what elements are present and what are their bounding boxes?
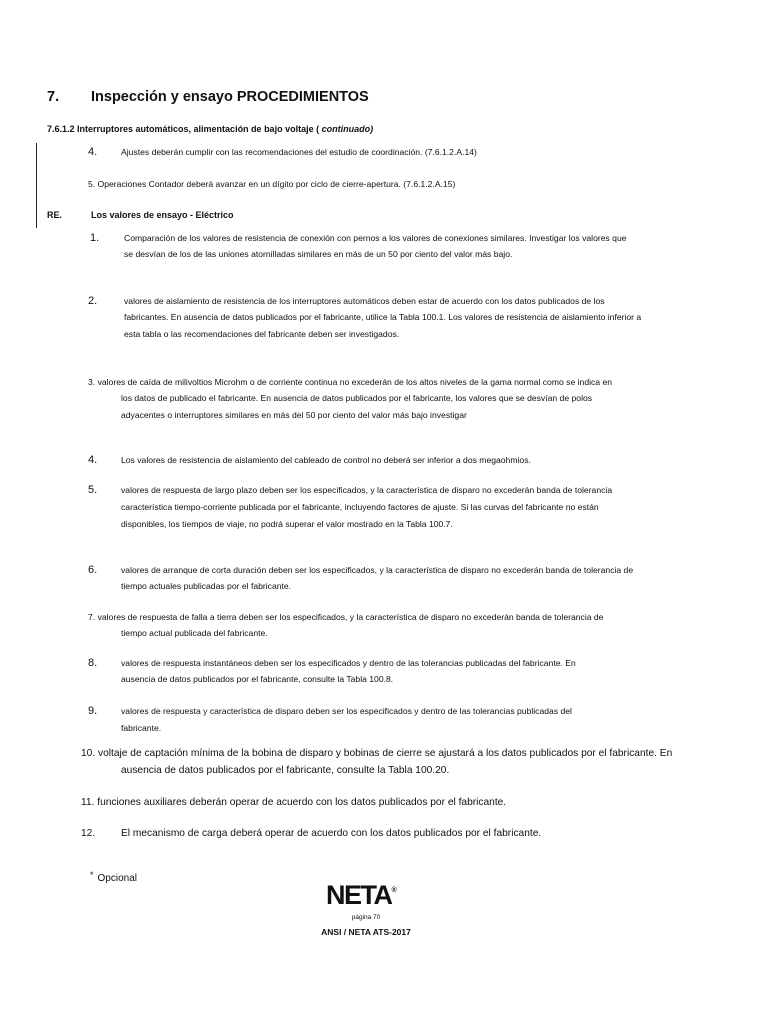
- revision-bar: [36, 143, 37, 228]
- item-text: característica tiempo-corriente publicada por el fabricante, incluyendo factores de ajuste. Si las curvas del fabricante no están: [121, 502, 599, 512]
- item-text: valores de respuesta instantáneos deben ser los especificados y dentro de las tolerancias publicadas del fabricante. En: [121, 658, 576, 668]
- item-text-first-line: valores de caída de milivoltios Microhm o de corriente continua no excederán de los altos niveles de la gama normal como se indica en: [97, 377, 613, 387]
- item-text: disponibles, los tiempos de viaje, no podrá superar el valor mostrado en la Tabla 100.7.: [121, 519, 453, 529]
- item-text-first-line: valores de respuesta de falla a tierra deben ser los especificados, y la característica de disparo no excederán banda de tolerancia de: [97, 612, 604, 622]
- item-number: 2.: [88, 295, 98, 307]
- item-text-first-line: voltaje de captación mínima de la bobina de disparo y bobinas de cierre se ajustará a los datos publicados por el fabricante. En: [98, 748, 673, 759]
- item-number: 6.: [88, 564, 98, 576]
- item-text: Los valores de resistencia de aislamiento del cableado de control no deberá ser inferior a dos megaohmios.: [121, 455, 531, 465]
- item-text: fabricante.: [121, 723, 162, 733]
- standard-label: ANSI / NETA ATS-2017: [321, 927, 411, 937]
- subsection-heading: [47, 124, 373, 134]
- item-text: Comparación de los valores de resistencia de conexión con pernos a los valores de conexiones similares. Investigar los valores que: [124, 233, 627, 243]
- item-number: 8.: [88, 657, 98, 669]
- subsection-heading-continued: continuado): [321, 124, 374, 134]
- item-text: se desvían de los de las uniones atornilladas similares en más de un 50 por ciento del valor más bajo.: [124, 249, 513, 259]
- item-text: valores de arranque de corta duración deben ser los especificados, y la característica de disparo no excederán banda de tolerancia de: [121, 565, 634, 575]
- item-number: 7.: [88, 612, 96, 622]
- item-text: fabricantes. En ausencia de datos publicados por el fabricante, utilice la Tabla 100.1. Los valores de resistencia de aislamiento inferior a: [124, 312, 642, 322]
- item-number: 11.: [81, 797, 95, 808]
- item-text: valores de respuesta de largo plazo deben ser los especificados, y la característica de disparo no excederán banda de tolerancia: [121, 485, 613, 495]
- item-text: [88, 609, 603, 625]
- page-number: página 70: [351, 914, 381, 921]
- item-text: [81, 746, 672, 762]
- item-text: tiempo actual publicada del fabricante.: [121, 628, 268, 638]
- item-text: los datos de publicado el fabricante. En ausencia de datos publicados por el fabricante, los valores que se desvían de polos: [121, 393, 593, 403]
- section-number: 7.: [47, 89, 60, 105]
- item-text: adyacentes o interruptores similares en más del 50 por ciento del valor más bajo investigar: [121, 410, 467, 420]
- item-text: valores de aislamiento de resistencia de los interruptores automáticos deben estar de acuerdo con los datos publicados de los: [124, 296, 605, 306]
- item-text: Ajustes deberán cumplir con las recomendaciones del estudio de coordinación. (7.6.1.2.A.14): [121, 147, 477, 157]
- footnote: [90, 870, 137, 884]
- item-text: ausencia de datos publicados por el fabricante, consulte la Tabla 100.8.: [121, 674, 394, 684]
- registered-mark: ®: [391, 887, 397, 894]
- item-text: [88, 374, 612, 390]
- item-number: 12.: [81, 828, 96, 839]
- item-number: 4.: [88, 146, 98, 158]
- item-text: tiempo actuales publicadas por el fabricante.: [121, 581, 292, 591]
- neta-logo-text: NETA: [326, 880, 392, 910]
- item-text: esta tabla o las recomendaciones del fabricante deben ser investigados.: [124, 329, 400, 339]
- item-text: 5. Operaciones Contador deberá avanzar en un dígito por ciclo de cierre-apertura. (7.6.1.2.A.15): [88, 179, 456, 189]
- item-text: El mecanismo de carga deberá operar de acuerdo con los datos publicados por el fabricante.: [121, 828, 542, 839]
- item-number: 9.: [88, 705, 98, 717]
- item-text-first-line: funciones auxiliares deberán operar de acuerdo con los datos publicados por el fabricante.: [97, 797, 507, 808]
- section-title: Inspección y ensayo PROCEDIMIENTOS: [91, 89, 369, 105]
- item-text: valores de respuesta y característica de disparo deben ser los especificados y dentro de las tolerancias publicadas del: [121, 706, 572, 716]
- item-number: 5.: [88, 484, 98, 496]
- section-heading: Los valores de ensayo - Eléctrico: [91, 210, 234, 220]
- subsection-heading-text: 7.6.1.2 Interruptores automáticos, alimentación de bajo voltaje (: [47, 124, 322, 134]
- item-text: [81, 795, 506, 811]
- item-text: ausencia de datos publicados por el fabricante, consulte la Tabla 100.20.: [121, 765, 450, 776]
- footnote-marker: *: [90, 870, 94, 880]
- footnote-text: Opcional: [97, 873, 137, 884]
- item-number: 1.: [90, 232, 100, 244]
- item-number: 3.: [88, 377, 96, 387]
- item-number: 10.: [81, 748, 96, 759]
- section-label: RE.: [47, 210, 63, 220]
- item-number: 4.: [88, 454, 98, 466]
- neta-logo: [326, 880, 397, 911]
